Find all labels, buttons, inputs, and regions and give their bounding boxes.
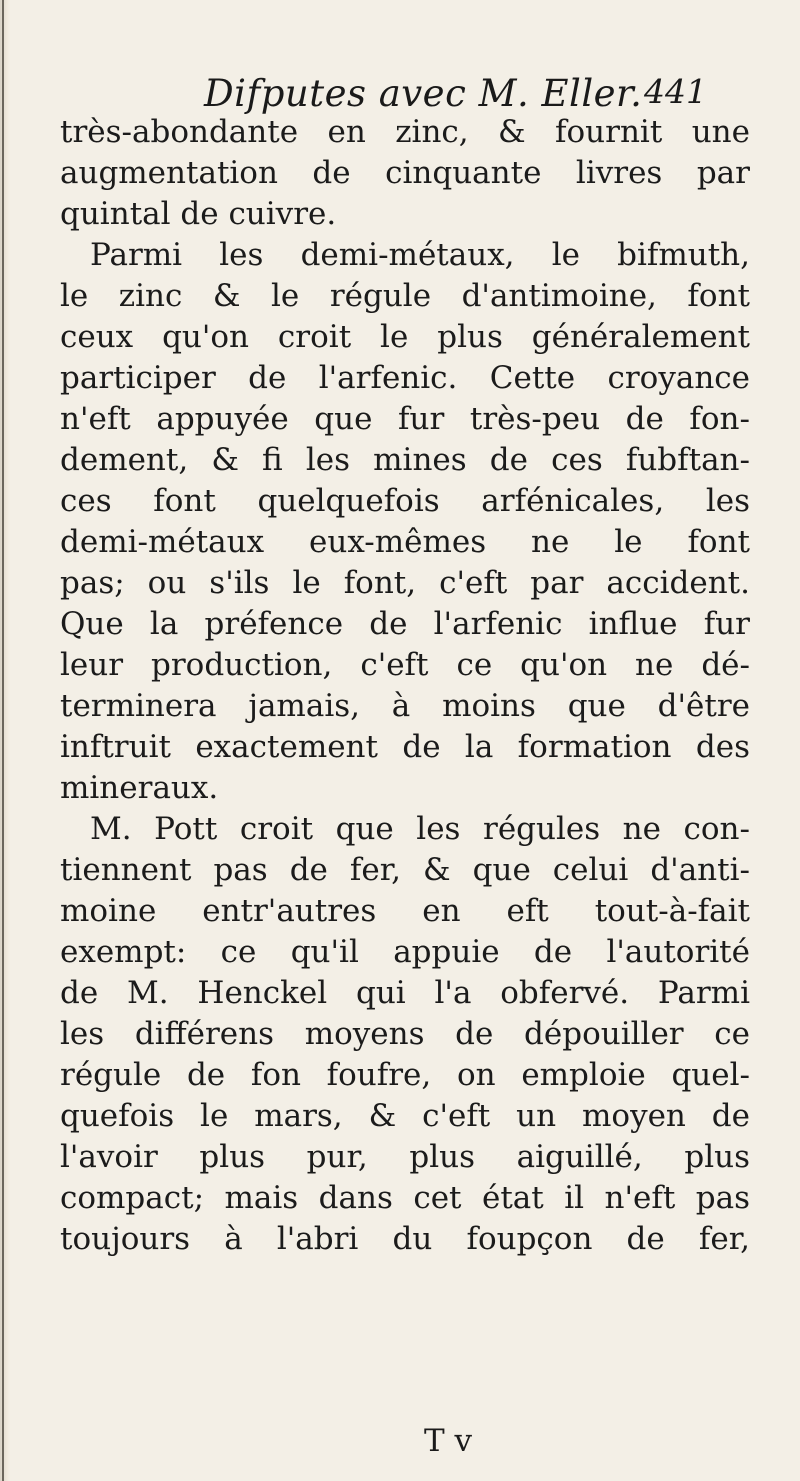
text-line: tiennent pas de fer, & que celui d'anti- — [60, 852, 750, 888]
text-line: terminera jamais, à moins que d'être — [60, 688, 750, 724]
text-line: inftruit exactement de la formation des — [60, 729, 750, 765]
text-line: augmentation de cinquante livres par — [60, 155, 750, 191]
text-line: quefois le mars, & c'eft un moyen de — [60, 1098, 750, 1134]
page-binding-line — [2, 0, 4, 1481]
text-line: participer de l'arfenic. Cette croyance — [60, 360, 750, 396]
text-line: pas; ou s'ils le font, c'eft par accident. — [60, 565, 750, 601]
text-line: les différens moyens de dépouiller ce — [60, 1016, 750, 1052]
text-line: Parmi les demi-métaux, le bifmuth, — [90, 237, 750, 273]
text-line: régule de fon foufre, on emploie quel- — [60, 1057, 750, 1093]
text-line: compact; mais dans cet état il n'eft pas — [60, 1180, 750, 1216]
text-line: moine entr'autres en eft tout-à-fait — [60, 893, 750, 929]
text-line: le zinc & le régule d'antimoine, font — [60, 278, 750, 314]
text-line: n'eft appuyée que fur très-peu de fon- — [60, 401, 750, 437]
text-line: quintal de cuivre. — [60, 196, 337, 232]
text-line: mineraux. — [60, 770, 219, 806]
text-line: l'avoir plus pur, plus aiguillé, plus — [60, 1139, 750, 1175]
text-line: demi-métaux eux-mêmes ne le font — [60, 524, 750, 560]
text-line: très-abondante en zinc, & fournit une — [60, 114, 750, 150]
text-line: ces font quelquefois arfénicales, les — [60, 483, 750, 519]
running-title: Difputes avec M. Eller. — [204, 72, 643, 115]
text-line: ceux qu'on croit le plus généralement — [60, 319, 750, 355]
body-text — [60, 112, 750, 1260]
text-line: leur production, c'eft ce qu'on ne dé- — [60, 647, 750, 683]
text-line: Que la préfence de l'arfenic influe fur — [60, 606, 750, 642]
text-line: exempt: ce qu'il appuie de l'autorité — [60, 934, 750, 970]
text-line: toujours à l'abri du foupçon de fer, — [60, 1221, 750, 1257]
text-line: M. Pott croit que les régules ne con- — [90, 811, 750, 847]
signature-mark: T v — [424, 1423, 473, 1459]
text-line: de M. Henckel qui l'a obfervé. Parmi — [60, 975, 750, 1011]
text-line: dement, & fi les mines de ces fubftan- — [60, 442, 750, 478]
page-number: 441 — [644, 72, 707, 111]
